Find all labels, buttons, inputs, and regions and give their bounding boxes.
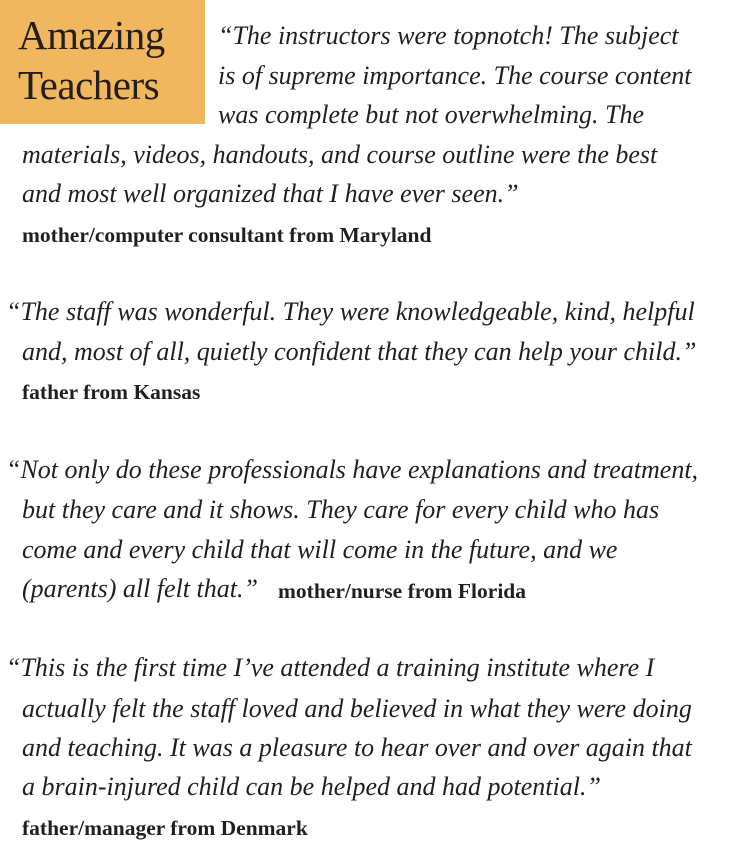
- quote-line: and, most of all, quietly confident that they can help your child.”: [22, 337, 697, 366]
- quote-line: and most well organized that I have ever seen.”: [22, 179, 519, 208]
- quote-line: actually felt the staff loved and believed in what they were doing: [22, 694, 692, 723]
- quote-line: and teaching. It was a pleasure to hear over and over again that: [22, 733, 692, 762]
- testimonial-attribution: mother/nurse from Florida: [278, 579, 527, 603]
- quote-line: “The instructors were topnotch! The subject: [218, 21, 679, 50]
- quote-line: but they care and it shows. They care for every child who has: [22, 495, 660, 524]
- quote-line: come and every child that will come in the future, and we: [22, 535, 618, 564]
- quote-line: materials, videos, handouts, and course outline were the best: [22, 140, 658, 169]
- quote-line: “Not only do these professionals have explanations and treatment,: [6, 455, 699, 484]
- heading-box: [0, 0, 205, 124]
- heading-line-2: Teachers: [18, 62, 160, 108]
- heading-line-1: Amazing: [18, 12, 165, 58]
- quote-line: “The staff was wonderful. They were knowledgeable, kind, helpful: [6, 297, 695, 326]
- quote-line: a brain-injured child can be helped and had potential.”: [22, 772, 601, 801]
- quote-line: was complete but not overwhelming. The: [218, 100, 645, 129]
- testimonial-attribution: father from Kansas: [22, 380, 201, 404]
- quote-line: (parents) all felt that.”: [22, 574, 258, 603]
- quote-line: is of supreme importance. The course content: [218, 61, 692, 90]
- quote-line: “This is the first time I’ve attended a training institute where I: [6, 653, 655, 682]
- testimonial-attribution: father/manager from Denmark: [22, 816, 308, 840]
- testimonial-attribution: mother/computer consultant from Maryland: [22, 223, 432, 247]
